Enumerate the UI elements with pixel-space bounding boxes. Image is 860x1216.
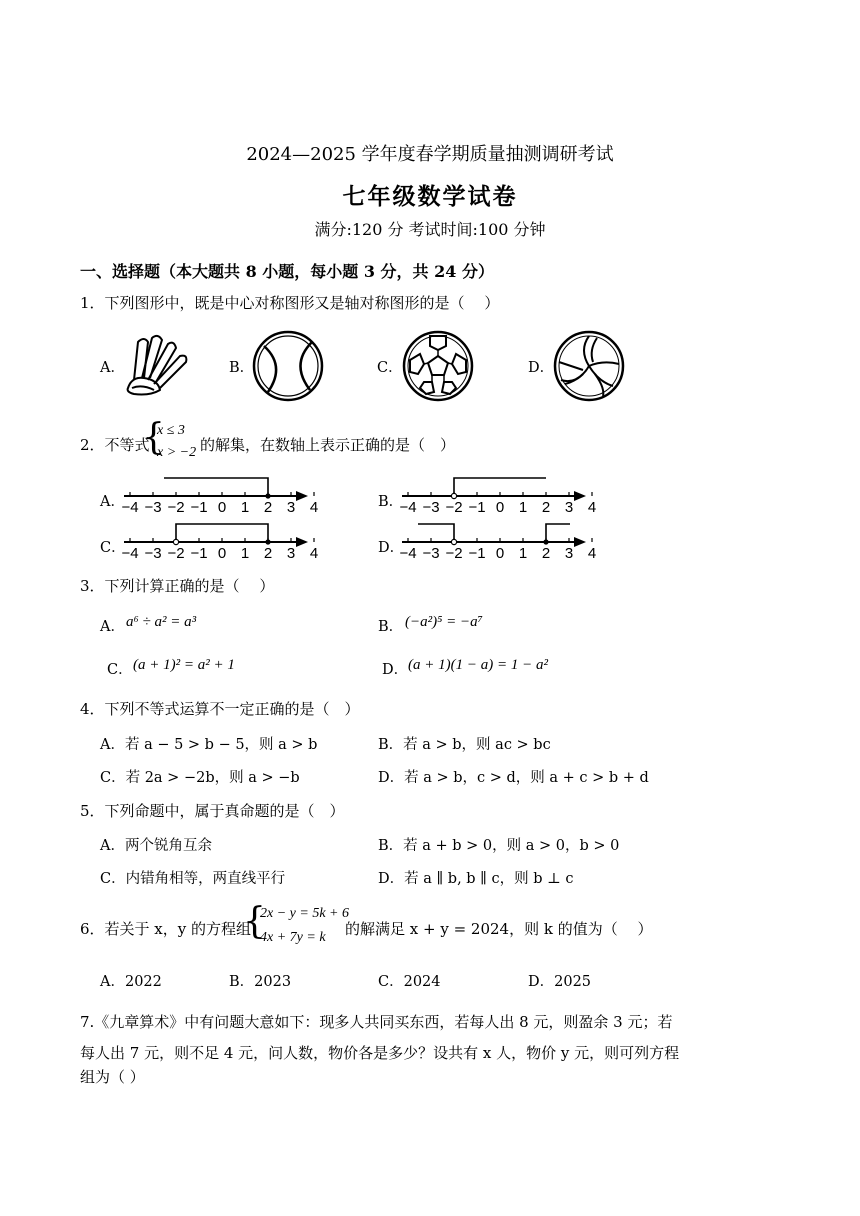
q2-option-b-label: B． bbox=[378, 494, 404, 510]
number-line-tick-label: 4 bbox=[587, 499, 597, 516]
question-4-stem: 4．下列不等式运算不一定正确的是（ ） bbox=[80, 700, 360, 718]
q2-option-c-label: C． bbox=[100, 540, 126, 556]
q1-option-b-label: B． bbox=[229, 360, 255, 376]
q3-option-d-expr: (a + 1)(1 − a) = 1 − a² bbox=[408, 657, 548, 673]
number-line-tick-label: 3 bbox=[564, 499, 574, 516]
q4-option-b: B．若 a > b，则 ac > bc bbox=[378, 737, 551, 753]
number-line-tick-label: 1 bbox=[240, 499, 250, 516]
q6-system-line-1: 2x − y = 5k + 6 bbox=[260, 906, 349, 921]
question-2-prefix: 2．不等式 bbox=[80, 436, 150, 454]
number-line-b bbox=[398, 476, 597, 516]
section-heading: 一、选择题（本大题共 8 小题，每小题 3 分，共 24 分） bbox=[80, 262, 494, 281]
q1-option-c-label: C． bbox=[377, 360, 403, 376]
q4-option-d: D．若 a > b，c > d，则 a + c > b + d bbox=[378, 770, 649, 786]
number-line-tick-label: −4 bbox=[399, 545, 417, 562]
question-7-line-3: 组为（ ） bbox=[80, 1068, 145, 1086]
number-line-tick-label: 1 bbox=[518, 499, 528, 516]
number-line-tick-label: −3 bbox=[422, 499, 440, 516]
q2-system-line-2: x > −2 bbox=[157, 445, 197, 460]
q2-system-line-1: x ≤ 3 bbox=[157, 423, 185, 438]
number-line-tick-label: 0 bbox=[217, 499, 227, 516]
number-line-tick-label: 0 bbox=[495, 545, 505, 562]
number-line-tick-label: 2 bbox=[263, 499, 273, 516]
question-7-line-2: 每人出 7 元，则不足 4 元，问人数，物价各是多少？设共有 x 人，物价 y 元，则可列方程 bbox=[80, 1044, 680, 1062]
number-line-tick-label: −1 bbox=[468, 499, 486, 516]
number-line-tick-label: 0 bbox=[217, 545, 227, 562]
number-line-tick-label: 1 bbox=[240, 545, 250, 562]
number-line-tick-label: 4 bbox=[587, 545, 597, 562]
number-line-tick-label: 4 bbox=[309, 545, 319, 562]
question-1-stem: 1．下列图形中，既是中心对称图形又是轴对称图形的是（ ） bbox=[80, 294, 500, 312]
q4-option-c: C．若 2a > −2b，则 a > −b bbox=[100, 770, 300, 786]
q3-option-a-label: A． bbox=[100, 619, 125, 635]
number-line-tick-label: −4 bbox=[121, 545, 139, 562]
q5-option-b: B．若 a + b > 0，则 a > 0，b > 0 bbox=[378, 838, 620, 854]
number-line-tick-label: 3 bbox=[286, 499, 296, 516]
number-line-tick-label: −3 bbox=[422, 545, 440, 562]
q4-option-a: A．若 a − 5 > b − 5，则 a > b bbox=[100, 737, 318, 753]
number-line-tick-label: −1 bbox=[190, 545, 208, 562]
page-title: 七年级数学试卷 bbox=[342, 183, 518, 210]
q5-option-a: A．两个锐角互余 bbox=[100, 838, 212, 854]
q3-option-c-label: C． bbox=[107, 662, 133, 678]
number-line-tick-label: −3 bbox=[144, 499, 162, 516]
number-line-c bbox=[120, 522, 319, 562]
q3-option-a-expr: a⁶ ÷ a² = a³ bbox=[126, 614, 197, 630]
q3-option-d-label: D． bbox=[382, 662, 409, 678]
q6-option-d: D．2025 bbox=[528, 974, 592, 990]
q1-option-d-label: D． bbox=[528, 360, 555, 376]
question-6-prefix: 6．若关于 x，y 的方程组 bbox=[80, 920, 252, 938]
number-line-tick-label: 3 bbox=[286, 545, 296, 562]
number-line-tick-label: 2 bbox=[541, 545, 551, 562]
q6-option-a: A．2022 bbox=[100, 974, 162, 990]
q6-option-c: C．2024 bbox=[378, 974, 441, 990]
number-line-d bbox=[398, 522, 597, 562]
number-line-tick-label: 1 bbox=[518, 545, 528, 562]
number-line-tick-label: −2 bbox=[445, 499, 463, 516]
q1-option-a-label: A． bbox=[100, 360, 125, 376]
number-line-tick-label: −3 bbox=[144, 545, 162, 562]
q6-system-line-2: 4x + 7y = k bbox=[260, 930, 326, 945]
number-line-tick-label: 0 bbox=[495, 499, 505, 516]
number-line-tick-label: −1 bbox=[468, 545, 486, 562]
q6-option-b: B．2023 bbox=[229, 974, 292, 990]
soccer-ball-icon bbox=[402, 330, 474, 402]
number-line-tick-label: −2 bbox=[445, 545, 463, 562]
question-3-stem: 3．下列计算正确的是（ ） bbox=[80, 577, 275, 595]
number-line-tick-label: 3 bbox=[564, 545, 574, 562]
question-2-suffix: 的解集，在数轴上表示正确的是（ ） bbox=[200, 436, 456, 454]
question-5-stem: 5．下列命题中，属于真命题的是（ ） bbox=[80, 802, 345, 820]
exam-name: 2024—2025 学年度春学期质量抽测调研考试 bbox=[246, 144, 614, 165]
exam-info: 满分:120 分 考试时间:100 分钟 bbox=[314, 220, 546, 239]
q2-option-d-label: D． bbox=[378, 540, 405, 556]
question-6-suffix: 的解满足 x + y = 2024，则 k 的值为（ ） bbox=[345, 920, 653, 938]
tennis-ball-icon bbox=[252, 330, 324, 402]
q5-option-d: D．若 a ∥ b, b ∥ c，则 b ⊥ c bbox=[378, 871, 574, 887]
number-line-tick-label: 4 bbox=[309, 499, 319, 516]
q3-option-c-expr: (a + 1)² = a² + 1 bbox=[133, 657, 235, 673]
number-line-tick-label: −4 bbox=[121, 499, 139, 516]
number-line-tick-label: −2 bbox=[167, 499, 185, 516]
q3-option-b-expr: (−a²)⁵ = −a⁷ bbox=[405, 614, 483, 630]
number-line-tick-label: 2 bbox=[541, 499, 551, 516]
q2-option-a-label: A． bbox=[100, 494, 125, 510]
q3-option-b-label: B． bbox=[378, 619, 404, 635]
shuttlecock-icon bbox=[120, 330, 195, 398]
q5-option-c: C．内错角相等，两直线平行 bbox=[100, 871, 286, 887]
number-line-tick-label: −1 bbox=[190, 499, 208, 516]
number-line-tick-label: −4 bbox=[399, 499, 417, 516]
question-7-line-1: 7.《九章算术》中有问题大意如下：现多人共同买东西，若每人出 8 元，则盈余 3 元；若 bbox=[80, 1013, 673, 1031]
number-line-tick-label: −2 bbox=[167, 545, 185, 562]
number-line-a bbox=[120, 476, 319, 516]
volleyball-icon bbox=[553, 330, 625, 402]
number-line-tick-label: 2 bbox=[263, 545, 273, 562]
